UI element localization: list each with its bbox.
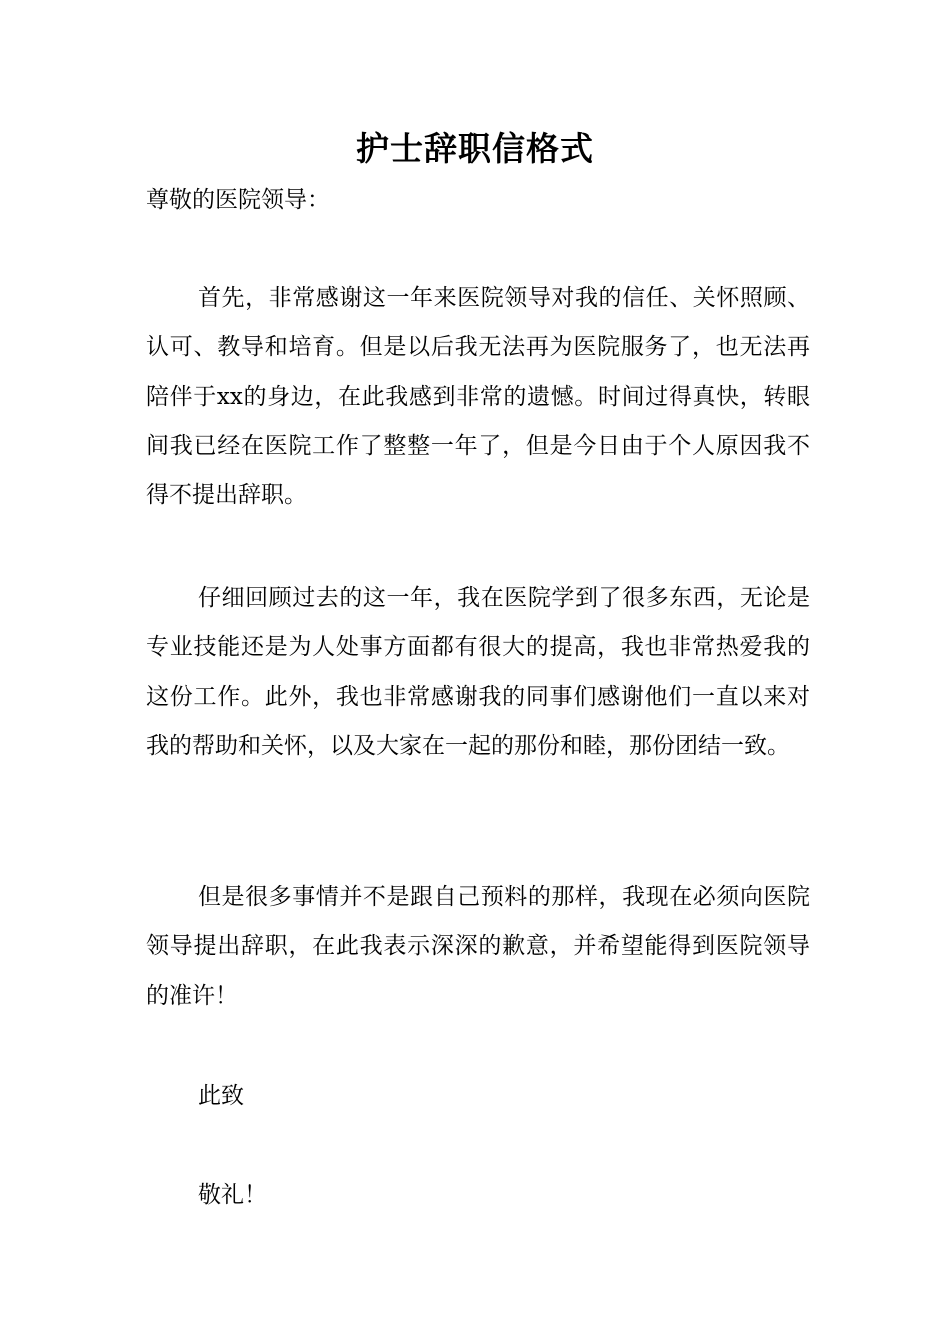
closing-greeting: 此致: [198, 1083, 244, 1109]
paragraph-1: 首先，非常感谢这一年来医院领导对我的信任、关怀照顾、认可、教导和培育。但是以后我无法再为医院服务了，也无法再陪伴于xx的身边，在此我感到非常的遗憾。时间过得真快，转眼间我已经在医院工作了整整一年了，但是今日由于个人原因我不得不提出辞职。: [146, 285, 810, 509]
salutation: 尊敬的医院领导：: [146, 187, 330, 213]
paragraph-3: 但是很多事情并不是跟自己预料的那样，我现在必须向医院领导提出辞职，在此我表示深深的歉意，并希望能得到医院领导的准许！: [146, 884, 810, 1009]
closing-salute: 敬礼！: [198, 1182, 267, 1208]
paragraph-2: 仔细回顾过去的这一年，我在医院学到了很多东西，无论是专业技能还是为人处事方面都有很大的提高，我也非常热爱我的这份工作。此外，我也非常感谢我的同事们感谢他们一直以来对我的帮助和关怀，以及大家在一起的那份和睦，那份团结一致。: [146, 585, 810, 759]
document-title: 护士辞职信格式: [356, 129, 594, 168]
